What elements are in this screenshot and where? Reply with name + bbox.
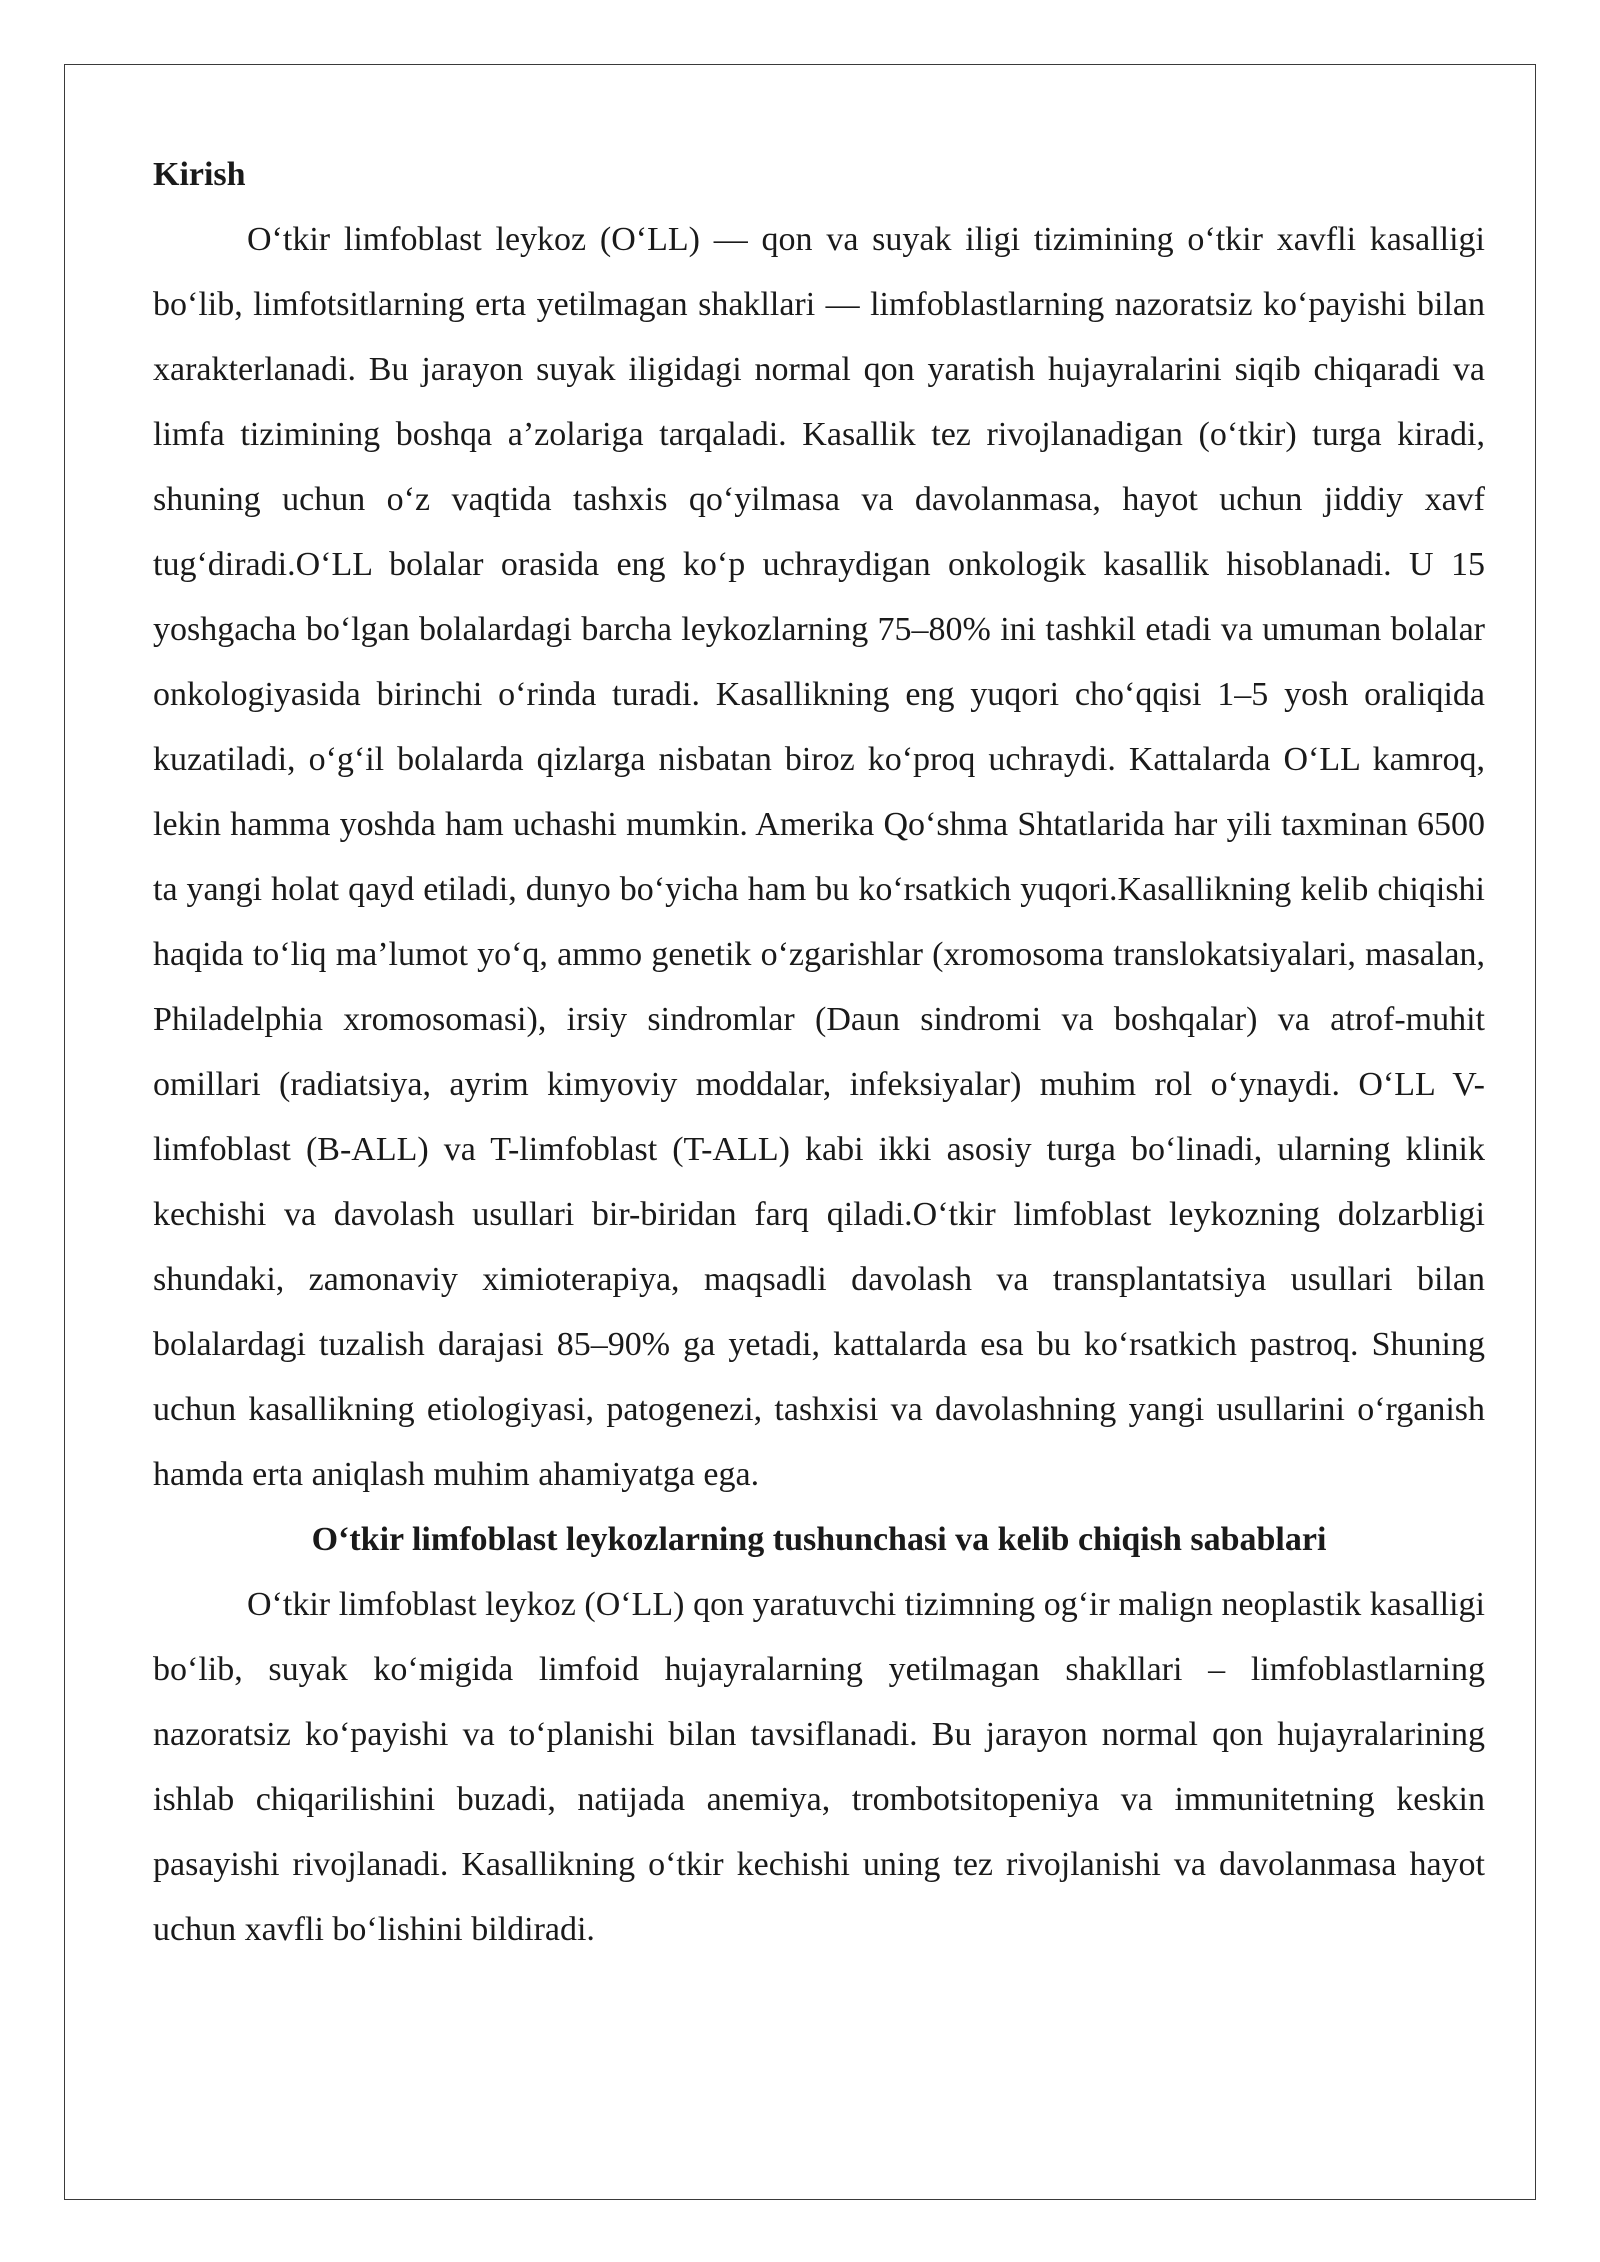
document-body [153, 142, 1485, 1962]
intro-heading: Kirish [153, 156, 246, 193]
intro-paragraph: O‘tkir limfoblast leykoz (O‘LL) — qon va suyak iligi tizimining o‘tkir xavfli kasalligi bo‘lib, limfotsitlarning erta yetilmagan shakllari — limfoblastlarning nazoratsiz ko‘payishi bilan xarakterlanadi. Bu jarayon suyak iligidagi normal qon yaratish hujayralarini siqib chiqaradi va limfa tizimining boshqa a’zolariga tarqaladi. Kasallik tez rivojlanadigan (o‘tkir) turga kiradi, shuning uchun o‘z vaqtida tashxis qo‘yilmasa va davolanmasa, hayot uchun jiddiy xavf tug‘diradi.O‘LL bolalar orasida eng ko‘p uchraydigan onkologik kasallik hisoblanadi. U 15 yoshgacha bo‘lgan bolalardagi barcha leykozlarning 75–80% ini tashkil etadi va umuman bolalar onkologiyasida birinchi o‘rinda turadi. Kasallikning eng yuqori cho‘qqisi 1–5 yosh oraliqida kuzatiladi, o‘g‘il bolalarda qizlarga nisbatan biroz ko‘proq uchraydi. Kattalarda O‘LL kamroq, lekin hamma yoshda ham uchashi mumkin. Amerika Qo‘shma Shtatlarida har yili taxminan 6500 ta yangi holat qayd etiladi, dunyo bo‘yicha ham bu ko‘rsatkich yuqori.Kasallikning kelib chiqishi haqida to‘liq ma’lumot yo‘q, ammo genetik o‘zgarishlar (xromosoma translokatsiyalari, masalan, Philadelphia xromosomasi), irsiy sindromlar (Daun sindromi va boshqalar) va atrof-muhit omillari (radiatsiya, ayrim kimyoviy moddalar, infeksiyalar) muhim rol o‘ynaydi. O‘LL V-limfoblast (B-ALL) va T-limfoblast (T-ALL) kabi ikki asosiy turga bo‘linadi, ularning klinik kechishi va davolash usullari bir-biridan farq qiladi.O‘tkir limfoblast leykozning dolzarbligi shundaki, zamonaviy ximioterapiya, maqsadli davolash va transplantatsiya usullari bilan bolalardagi tuzalish darajasi 85–90% ga yetadi, kattalarda esa bu ko‘rsatkich pastroq. Shuning uchun kasallikning etiologiyasi, patogenezi, tashxisi va davolashning yangi usullarini o‘rganish hamda erta aniqlash muhim ahamiyatga ega. [153, 221, 1485, 1493]
section-heading: O‘tkir limfoblast leykozlarning tushunchasi va kelib chiqish sabablari [311, 1521, 1327, 1558]
section-paragraph: O‘tkir limfoblast leykoz (O‘LL) qon yaratuvchi tizimning og‘ir malign neoplastik kasalligi bo‘lib, suyak ko‘migida limfoid hujayralarning yetilmagan shakllari – limfoblastlarning nazoratsiz ko‘payishi va to‘planishi bilan tavsiflanadi. Bu jarayon normal qon hujayralarining ishlab chiqarilishini buzadi, natijada anemiya, trombotsitopeniya va immunitetning keskin pasayishi rivojlanadi. Kasallikning o‘tkir kechishi uning tez rivojlanishi va davolanmasa hayot uchun xavfli bo‘lishini bildiradi. [153, 1586, 1485, 1948]
